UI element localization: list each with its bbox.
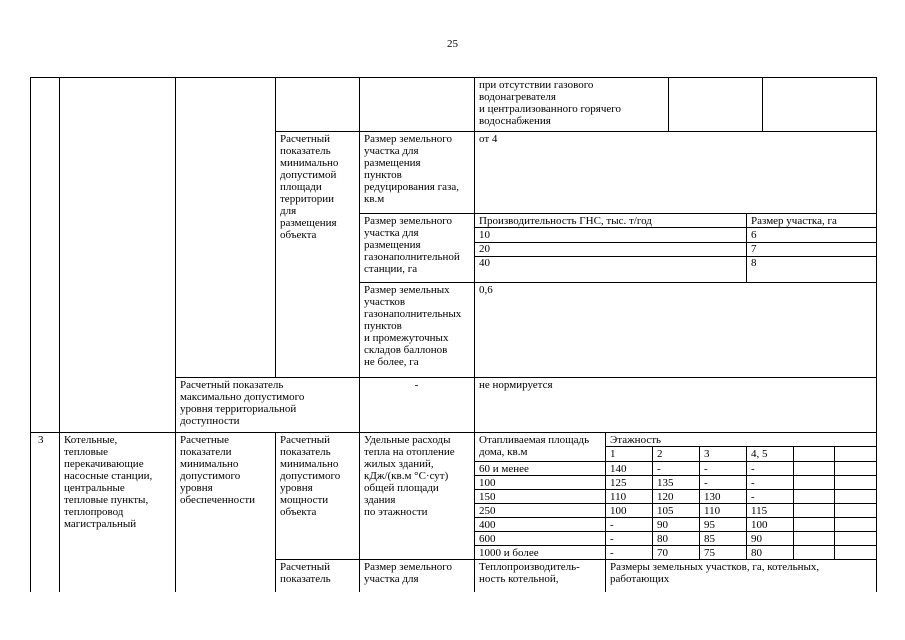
heat-value: 75: [704, 547, 715, 559]
rule: [605, 432, 606, 592]
rule: [275, 77, 276, 377]
area-indicator-name: Размер земельного участка для: [364, 561, 452, 585]
rule: [652, 446, 653, 559]
rule: [699, 446, 700, 559]
heat-value: -: [704, 463, 708, 475]
heat-value: 100: [610, 505, 627, 517]
object-name: Котельные, тепловые перекачивающие насосные станции, центральные тепловые пункты, теплопровод магистральный: [64, 434, 153, 530]
rule: [275, 559, 876, 560]
heat-value: 90: [657, 519, 668, 531]
heat-value: 120: [657, 491, 674, 503]
heat-value: 100: [751, 519, 768, 531]
heat-area: 60 и менее: [479, 463, 529, 475]
heat-value: 90: [751, 533, 762, 545]
floors-header: Этажность: [610, 434, 662, 446]
area-indicator-label: Расчетный показатель: [280, 561, 331, 585]
heat-value: 80: [751, 547, 762, 559]
gns-size: 7: [751, 243, 757, 255]
rule: [474, 256, 876, 257]
heat-value: -: [610, 533, 614, 545]
reduction-point-value: от 4: [479, 133, 498, 145]
gns-size: 6: [751, 229, 757, 241]
heat-value: 110: [704, 505, 721, 517]
rule: [175, 77, 176, 592]
heat-area: 600: [479, 533, 496, 545]
row-number: 3: [38, 434, 44, 446]
heat-value: 95: [704, 519, 715, 531]
floor-col-header: 4, 5: [751, 448, 768, 460]
rule: [474, 517, 876, 518]
rule: [30, 432, 876, 433]
rule: [474, 77, 475, 592]
heat-area: 100: [479, 477, 496, 489]
heat-area: 400: [479, 519, 496, 531]
heat-value: 130: [704, 491, 721, 503]
rule: [275, 432, 276, 592]
indicator-type: Расчетные показатели минимально допустимого уровня обеспеченности: [180, 434, 256, 506]
heat-value: 140: [610, 463, 627, 475]
agzp-name: Размер земельных участков газонаполнительных пунктов и промежуточных складов баллонов не более, га: [364, 284, 462, 368]
gns-size: 8: [751, 257, 757, 269]
heat-value: 110: [610, 491, 627, 503]
heat-value: 105: [657, 505, 674, 517]
reduction-point-name: Размер земельного участка для размещения пунктов редуцирования газа, кв.м: [364, 133, 459, 205]
rule: [59, 77, 60, 592]
rule: [474, 503, 876, 504]
rule: [474, 531, 876, 532]
agzp-value: 0,6: [479, 284, 493, 296]
rule: [474, 461, 876, 462]
gns-capacity-header: Производительность ГНС, тыс. т/год: [479, 215, 652, 227]
heat-value: 135: [657, 477, 674, 489]
rule: [275, 131, 876, 132]
max-access-unit: -: [414, 379, 419, 391]
rule: [793, 446, 794, 559]
rule: [359, 282, 876, 283]
rule: [175, 377, 876, 378]
heat-value: -: [751, 491, 755, 503]
heat-value: 125: [610, 477, 627, 489]
rule: [474, 489, 876, 490]
rule: [746, 213, 747, 282]
heat-value: 70: [657, 547, 668, 559]
gns-capacity: 10: [479, 229, 490, 241]
rule: [605, 446, 876, 447]
heat-value: -: [704, 477, 708, 489]
rule: [746, 446, 747, 559]
rule: [474, 545, 876, 546]
rule: [834, 446, 835, 559]
floor-col-header: 3: [704, 448, 710, 460]
rule: [359, 213, 876, 214]
heat-value: 80: [657, 533, 668, 545]
heat-value: -: [751, 463, 755, 475]
gas-heater-note: при отсутствии газового водонагревателя и централизованного горячего водоснабжения: [479, 79, 622, 127]
heat-value: 85: [704, 533, 715, 545]
rule: [876, 77, 877, 592]
boiler-area-header: Размеры земельных участков, га, котельных, работающих: [610, 561, 820, 585]
rule: [762, 77, 763, 131]
floor-col-header: 2: [657, 448, 663, 460]
gns-capacity: 20: [479, 243, 490, 255]
rule: [474, 475, 876, 476]
gns-name: Размер земельного участка для размещения газонаполнительной станции, га: [364, 215, 460, 275]
heat-value: -: [657, 463, 661, 475]
rule: [30, 77, 876, 78]
heat-value: -: [610, 547, 614, 559]
heat-value: -: [751, 477, 755, 489]
rule: [30, 77, 31, 592]
heat-area: 150: [479, 491, 496, 503]
max-access-value: не нормируется: [479, 379, 553, 391]
heat-unit: Удельные расходы тепла на отопление жилых зданий, кДж/(кв.м °С·сут) общей площади здания по этажности: [364, 434, 455, 518]
max-access-indicator-label: Расчетный показатель максимально допустимого уровня территориальной доступности: [180, 379, 305, 427]
rule: [474, 242, 876, 243]
min-area-indicator-label: Расчетный показатель минимально допустимой площади территории для размещения объекта: [280, 133, 339, 241]
rule: [359, 77, 360, 592]
heat-value: -: [610, 519, 614, 531]
heated-area-header: Отапливаемая площадь дома, кв.м: [479, 434, 590, 458]
indicator-name: Расчетный показатель минимально допустимого уровня мощности объекта: [280, 434, 341, 518]
gns-size-header: Размер участка, га: [751, 215, 837, 227]
page-number: 25: [447, 38, 458, 50]
floor-col-header: 1: [610, 448, 616, 460]
gns-capacity: 40: [479, 257, 490, 269]
heat-value: 115: [751, 505, 768, 517]
rule: [474, 227, 876, 228]
heat-area: 1000 и более: [479, 547, 539, 559]
boiler-capacity-header: Теплопроизводитель- ность котельной,: [479, 561, 580, 585]
heat-area: 250: [479, 505, 496, 517]
